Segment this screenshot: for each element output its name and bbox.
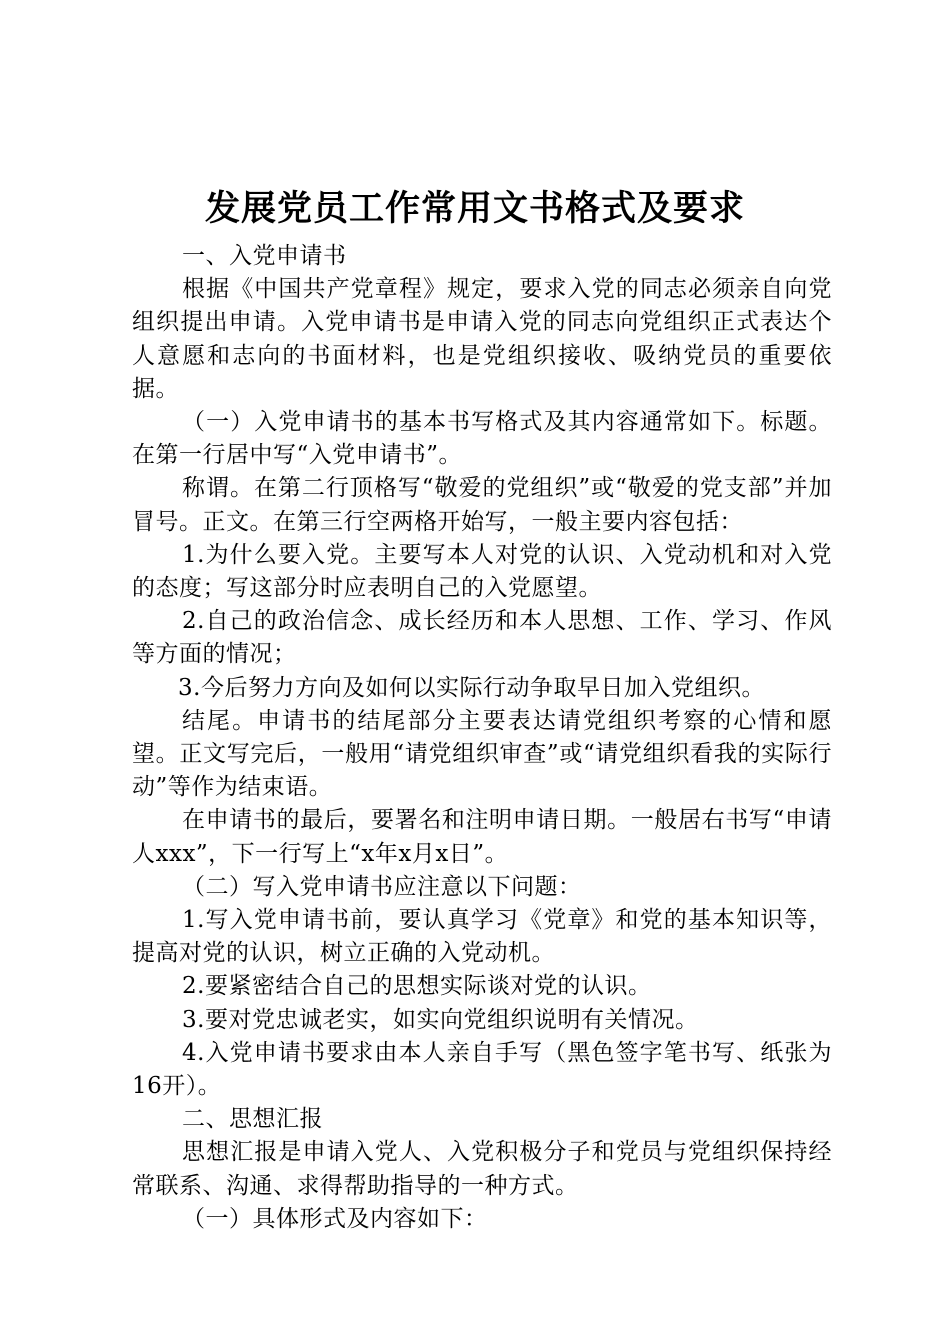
paragraph: 在申请书的最后，要署名和注明申请日期。一般居右书写“申请人xxx”，下一行写上“x年x月x日”。: [132, 807, 832, 867]
document-title: 发展党员工作常用文书格式及要求: [204, 188, 745, 229]
paragraph: （一）入党申请书的基本书写格式及其内容通常如下。标题。在第一行居中写“入党申请书”。: [132, 409, 832, 469]
subsection-heading: （一）具体形式及内容如下：: [182, 1205, 488, 1232]
paragraph: 根据《中国共产党章程》规定，要求入党的同志必须亲自向党组织提出申请。入党申请书是申请入党的同志向党组织正式表达个人意愿和志向的书面材料，也是党组织接收、吸纳党员的重要依据。: [132, 276, 832, 402]
section-heading-2: 二、思想汇报: [182, 1106, 323, 1133]
section-heading-1: 一、入党申请书: [182, 243, 347, 269]
paragraph: 结尾。申请书的结尾部分主要表达请党组织考察的心情和愿望。正文写完后，一般用“请党组织审查”或“请党组织看我的实际行动”等作为结束语。: [132, 707, 832, 801]
subsection-heading: （二）写入党申请书应注意以下问题：: [182, 873, 582, 900]
list-item: 2.自己的政治信念、成长经历和本人思想、工作、学习、作风等方面的情况；: [132, 608, 832, 668]
document-body: [132, 240, 832, 1236]
list-item: 4.入党申请书要求由本人亲自手写（黑色签字笔书写、纸张为16开）。: [132, 1039, 832, 1100]
paragraph: 称谓。在第二行顶格写“敬爱的党组织”或“敬爱的党支部”并加冒号。正文。在第三行空两格开始写，一般主要内容包括：: [132, 475, 832, 535]
list-item: 1.写入党申请书前，要认真学习《党章》和党的基本知识等，提高对党的认识，树立正确的入党动机。: [132, 907, 832, 967]
list-item: 3.今后努力方向及如何以实际行动争取早日加入党组织。: [178, 674, 765, 701]
list-item: 3.要对党忠诚老实，如实向党组织说明有关情况。: [182, 1006, 699, 1033]
list-item: 2.要紧密结合自己的思想实际谈对党的认识。: [182, 973, 652, 1000]
paragraph: 思想汇报是申请入党人、入党积极分子和党员与党组织保持经常联系、沟通、求得帮助指导的一种方式。: [132, 1139, 832, 1199]
list-item: 1.为什么要入党。主要写本人对党的认识、入党动机和对入党的态度；写这部分时应表明自己的入党愿望。: [132, 541, 832, 602]
